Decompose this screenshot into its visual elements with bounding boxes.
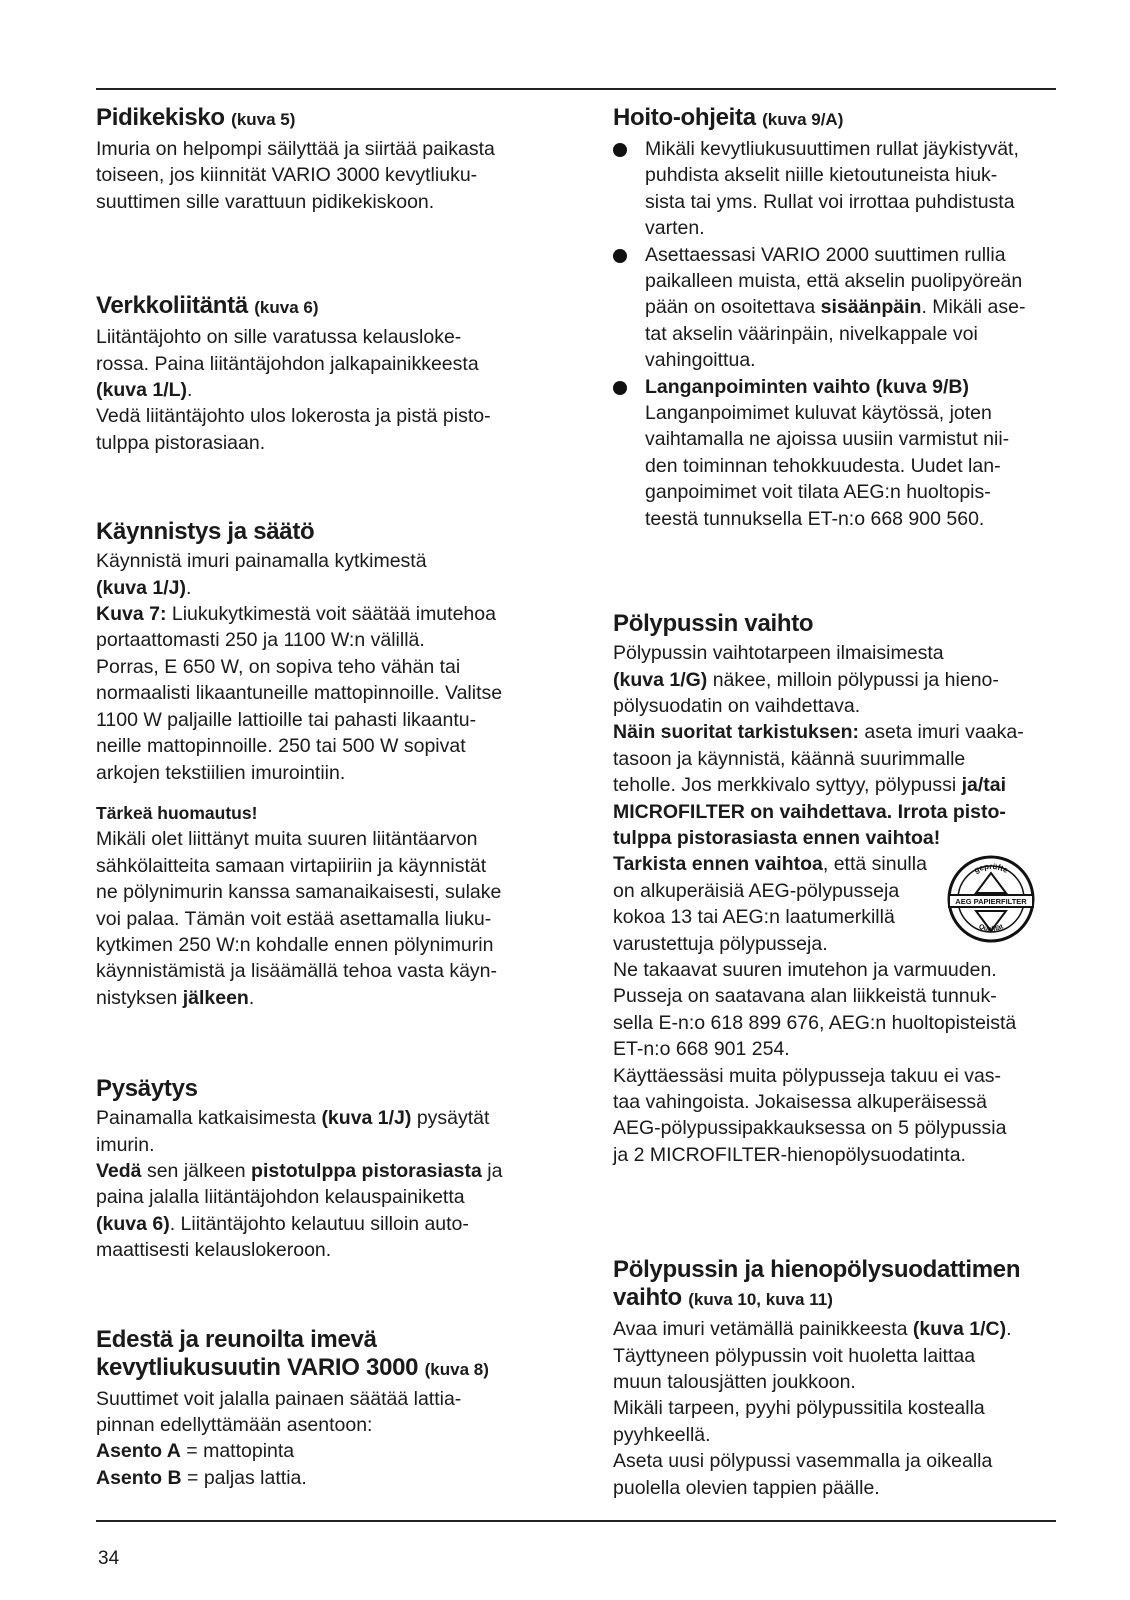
list-item: Asettaessasi VARIO 2000 suuttimen rullia paikalleen muista, että akselin puolipyöreän pään on osoitettava sisäänpäin. Mikäli ase- tat akselin väärinpäin, nivelkappale voi vahingoittua. [613,242,1063,374]
section-title: Verkkoliitäntä (kuva 6) [96,292,319,320]
section-verkkoliitanta [96,292,566,456]
page-number: 34 [98,1548,120,1569]
list-item: Langanpoiminten vaihto (kuva 9/B) Langanpoimimet kuluvat käytössä, joten vaihtamalla ne ajoissa uusiin varmistut nii- den toiminnan tehokkuudesta. Uudet lan- ganpoimimet voit tilata AEG:n huoltopis- teestä tunnuksella ET-n:o 668 900 560. [613,374,1063,532]
section-vario-3000 [96,1326,566,1492]
paragraph: Painamalla katkaisimesta (kuva 1/J) pysäytät imurin. Vedä sen jälkeen pistotulppa pistorasiasta ja paina jalalla liitäntäjohdon kelauspainiketta (kuva 6). Liitäntäjohto kelautuu silloin auto- maattisesti kelauslokeroon. [96,1107,503,1262]
bottom-rule [96,1520,1056,1522]
paragraph: Käynnistä imuri painamalla kytkimestä (kuva 1/J). Kuva 7: Liukukytkimestä voit säätää imutehoa portaattomasti 250 ja 1100 W:n välillä. Porras, E 650 W, on sopiva teho vähän tai normaalisti likaantuneille mattopinnoille. Valitse 1100 W paljaille lattioille tai pahasti likaantu- neille mattopinnoille. 250 tai 500 W sopivat arkojen tekstiilien imurointiin. [96,550,503,784]
section-kaynnistys [96,518,566,1011]
aeg-papierfilter-quality-mark-icon [945,853,1037,945]
section-title: Pölypussin vaihto [613,610,814,638]
section-pidikekisko [96,104,566,215]
paragraph: Avaa imuri vetämällä painikkeesta (kuva 1/C). Täyttyneen pölypussin voit huoletta laittaa muun talousjätten joukkoon. Mikäli tarpeen, pyyhi pölypussitila kostealla pyyhkeellä. Aseta uusi pölypussi vasemmalla ja oikealla puolella olevien tappien päälle. [613,1318,1012,1499]
paragraph: Pölypussin vaihtotarpeen ilmaisimesta (kuva 1/G) näkee, milloin pölypussi ja hieno- pölysuodatin on vaihdettava. Näin suoritat tarkistuksen: aseta imuri vaaka- tasoon ja käynnistä, käännä suurimmalle teholle. Jos merkkivalo syttyy, pölypussi ja/tai MICROFILTER on vaihdettava. Irrota pisto- tulppa pistorasiasta ennen vaihtoa! [613,642,1024,849]
section-title: Pidikekisko (kuva 5) [96,104,296,131]
paragraph: Liitäntäjohto on sille varatussa kelausloke- rossa. Paina liitäntäjohdon jalkapainikkeesta (kuva 1/L). Vedä liitäntäjohto ulos lokerosta ja pistä pisto- tulppa pistorasiaan. [96,326,491,454]
section-title: Käynnistys ja säätö [96,518,315,546]
stamp-bottom-text: Qualität [977,923,1005,934]
section-polypussin-vaihto [613,610,1063,1168]
stamp-band-text: AEG PAPIERFILTER [955,897,1027,907]
section-title: Edestä ja reunoilta imevä kevytliukusuutin VARIO 3000 (kuva 8) [96,1325,489,1381]
paragraph: Ne takaavat suuren imutehon ja varmuuden. Pusseja on saatavana alan liikkeistä tunnuk- sella E-n:o 618 899 676, AEG:n huoltopisteistä ET-n:o 668 901 254. Käyttäessäsi muita pölypusseja takuu ei vas- taa vahingoista. Jokaisessa alkuperäisessä AEG-pölypussipakkauksessa on 5 pölypussia ja 2 MICROFILTER-hienopölysuodatinta. [613,958,1017,1166]
section-pysaytys [96,1075,566,1263]
top-rule [96,88,1056,90]
left-column [96,104,566,1491]
right-column [613,104,1063,1501]
section-hienopolysuodatin [613,1256,1063,1501]
list-item: Mikäli kevytliukusuuttimen rullat jäykistyvät, puhdista akselit niille kietoutuneista hiuk- sista tai yms. Rullat voi irrottaa puhdistusta varten. [613,136,1063,242]
quality-mark-block [613,851,1063,957]
paragraph: Tarkista ennen vaihtoa, että sinulla on alkuperäisiä AEG-pölypusseja kokoa 13 tai AEG:n laatumerkillä varustettuja pölypusseja. [613,853,927,955]
section-title: Hoito-ohjeita (kuva 9/A) [613,104,844,131]
paragraph: Imuria on helpompi säilyttää ja siirtää paikasta toiseen, jos kiinnität VARIO 3000 kevytliuku- suuttimen sille varattuun pidikekiskoon. [96,138,495,213]
note-paragraph: Mikäli olet liittänyt muita suuren liitäntäarvon sähkölaitteita samaan virtapiiriin ja käynnistät ne pölynimurin kanssa samanaikaisesti, sulake voi palaa. Tämän voit estää asettamalla liuku- kytkimen 250 W:n kohdalle ennen pölynimurin käynnistämistä ja lisäämällä tehoa vasta käyn- nistyksen jälkeen. [96,828,502,1009]
section-hoito-ohjeita [613,104,1063,532]
section-title: Pölypussin ja hienopölysuodattimen vaihto (kuva 10, kuva 11) [613,1256,1021,1312]
section-title: Pysäytys [96,1075,198,1103]
bullet-list [613,136,1063,532]
stamp-top-text: geprüfte [972,862,1010,876]
note-title: Tärkeä huomautus! [96,802,258,823]
paragraph: Suuttimet voit jalalla painaen säätää lattia- pinnan edellyttämään asentoon: Asento A = mattopinta Asento B = paljas lattia. [96,1387,462,1489]
